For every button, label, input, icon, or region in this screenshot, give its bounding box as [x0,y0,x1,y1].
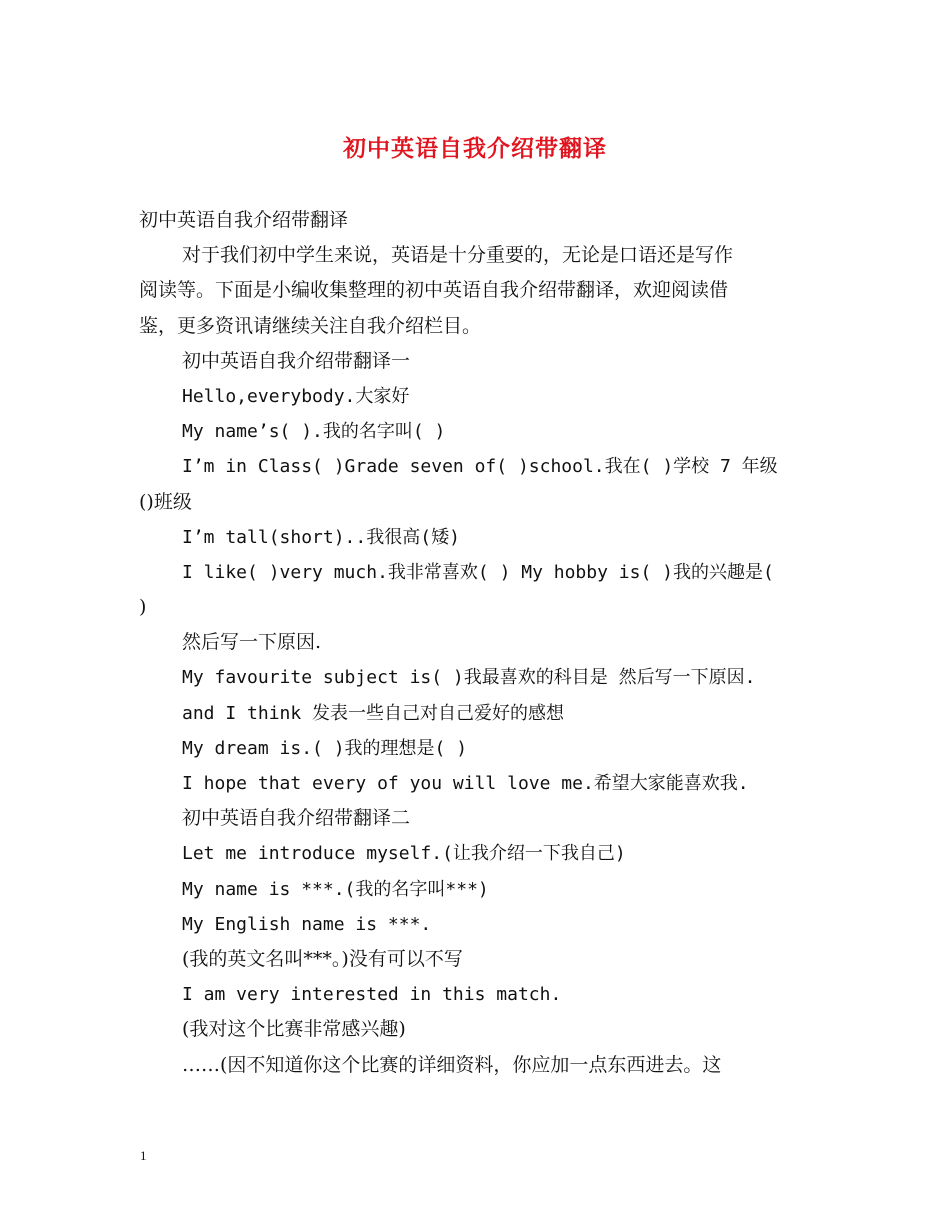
body-line: I am very interested in this match. [182,984,562,1006]
body-line: Let me introduce myself.(让我介绍一下我自己) [182,843,626,865]
body-line: ……(因不知道你这个比赛的详细资料，你应加一点东西进去。这 [182,1053,722,1076]
body-line: ) [139,596,147,619]
body-line: My name is ***.(我的名字叫***) [182,878,489,900]
body-line: My name’s( ).我的名字叫( ) [182,421,446,443]
body-line: I’m in Class( )Grade seven of( )school.我在( )学校 7 年级 [182,456,778,478]
body-line: I like( )very much.我非常喜欢( ) My hobby is( )我的兴趣是( [182,561,774,583]
body-line: (我的英文名叫***。)没有可以不写 [182,947,463,970]
body-line: I’m tall(short)..我很高(矮) [182,526,460,548]
section-heading-one: 初中英语自我介绍带翻译一 [182,349,411,372]
body-line: I hope that every of you will love me.希望大家能喜欢我. [182,773,749,794]
body-line: Hello,everybody.大家好 [182,385,410,407]
body-line: ()班级 [139,490,192,513]
body-line: 阅读等。下面是小编收集整理的初中英语自我介绍带翻译，欢迎阅读借 [139,279,729,302]
document-body [139,203,815,1083]
body-line: 对于我们初中学生来说，英语是十分重要的，无论是口语还是写作 [182,244,734,267]
section-heading-two: 初中英语自我介绍带翻译二 [182,807,411,830]
body-line: (我对这个比赛非常感兴趣) [182,1018,406,1041]
document-title: 初中英语自我介绍带翻译 [343,135,607,162]
body-line: My English name is ***. [182,913,432,935]
body-line: and I think 发表一些自己对自己爱好的感想 [182,702,565,724]
body-line: My favourite subject is( )我最喜欢的科目是 然后写一下原因. [182,667,756,689]
body-line: 鉴，更多资讯请继续关注自我介绍栏目。 [139,314,482,337]
body-line: 然后写一下原因. [182,631,322,654]
body-line-heading: 初中英语自我介绍带翻译 [139,209,349,231]
page-number: 1 [140,1148,147,1163]
body-line: My dream is.( )我的理想是( ) [182,737,468,759]
